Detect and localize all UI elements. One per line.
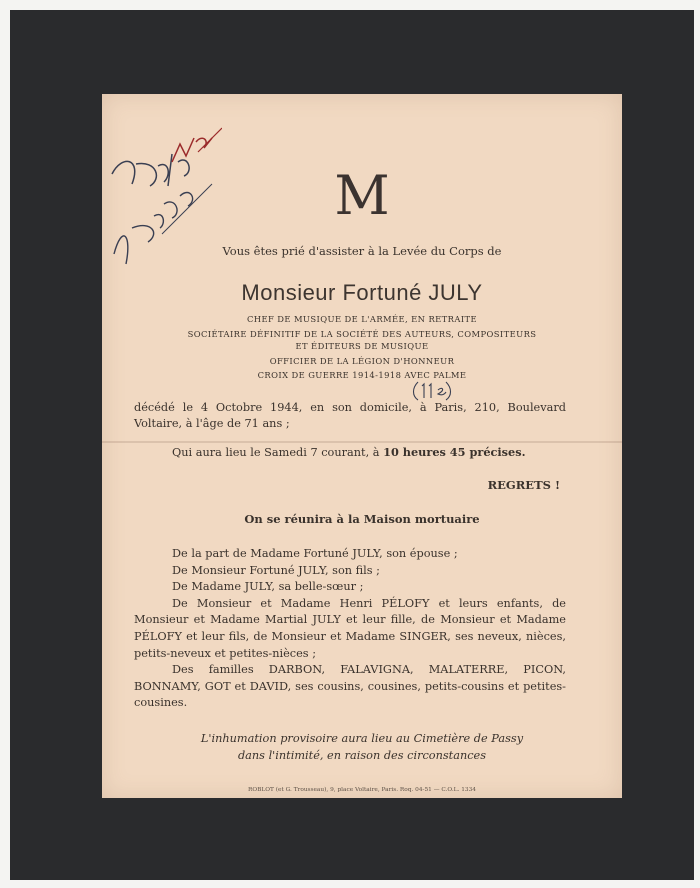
death-paragraph: décédé le 4 Octobre 1944, en son domicile, à Paris, 210, Boulevard Voltaire, à l'âge de 71 ans ; [134, 401, 566, 430]
handwriting-stroke [112, 154, 189, 186]
printer-imprint: ROBLOT (et G. Trousseau), 9, place Voltaire, Paris. Roq. 04-51 — C.O.L. 1334 [248, 787, 476, 793]
family-list [134, 546, 566, 712]
title-line: OFFICIER DE LA LÉGION D'HONNEUR [269, 356, 455, 366]
family-line: De Madame JULY, sa belle-sœur ; [172, 580, 364, 594]
gathering-line: On se réunira à la Maison mortuaire [244, 512, 480, 526]
handwriting-stroke [414, 382, 451, 400]
title-line: SOCIÉTAIRE DÉFINITIF DE LA SOCIÉTÉ DES AUTEURS, COMPOSITEURS [187, 329, 537, 339]
family-line: De Monsieur et Madame Henri PÉLOFY et leurs enfants, de Monsieur et Madame Martial JULY et leur fille, de Monsieur et Madame PÉLOFY et leur fils, de Monsieur et Madame SINGER, ses neveux, nièces, petits-neveux et petites-nièces ; [134, 596, 566, 660]
red-ink-stroke [198, 128, 222, 152]
ceremony-text: Qui aura lieu le Samedi 7 courant, à [172, 446, 380, 459]
red-ink-stroke [172, 138, 212, 162]
paper-fold [102, 441, 622, 443]
invitation-line: Vous êtes prié d'assister à la Levée du Corps de [222, 244, 502, 258]
family-line: De la part de Madame Fortuné JULY, son épouse ; [172, 547, 458, 560]
handwriting-stroke [162, 184, 212, 234]
ceremony-time: 10 heures 45 précises. [383, 445, 526, 459]
title-line: ET ÉDITEURS DE MUSIQUE [295, 341, 429, 351]
monogram: M [334, 164, 390, 227]
handwritten-annotation [102, 124, 222, 284]
title-line: CHEF DE MUSIQUE DE L'ARMÉE, EN RETRAITE [246, 314, 478, 324]
handwriting-stroke [114, 193, 193, 265]
title-line: CROIX DE GUERRE 1914-1918 AVEC PALME [257, 370, 467, 380]
family-line: Des familles DARBON, FALAVIGNA, MALATERRE, PICON, BONNAMY, GOT et DAVID, ses cousins, cousines, petits-cousins et petites-cousines. [134, 663, 566, 710]
handwritten-number [412, 380, 452, 402]
family-line: De Monsieur Fortuné JULY, son fils ; [172, 563, 380, 577]
burial-line-2: dans l'intimité, en raison des circonstances [237, 749, 487, 762]
ceremony-paragraph [172, 444, 572, 461]
deceased-name: Monsieur Fortuné JULY [241, 280, 483, 305]
regrets-line: REGRETS ! [487, 478, 560, 492]
burial-line-1: L'inhumation provisoire aura lieu au Cimetière de Passy [200, 732, 524, 745]
